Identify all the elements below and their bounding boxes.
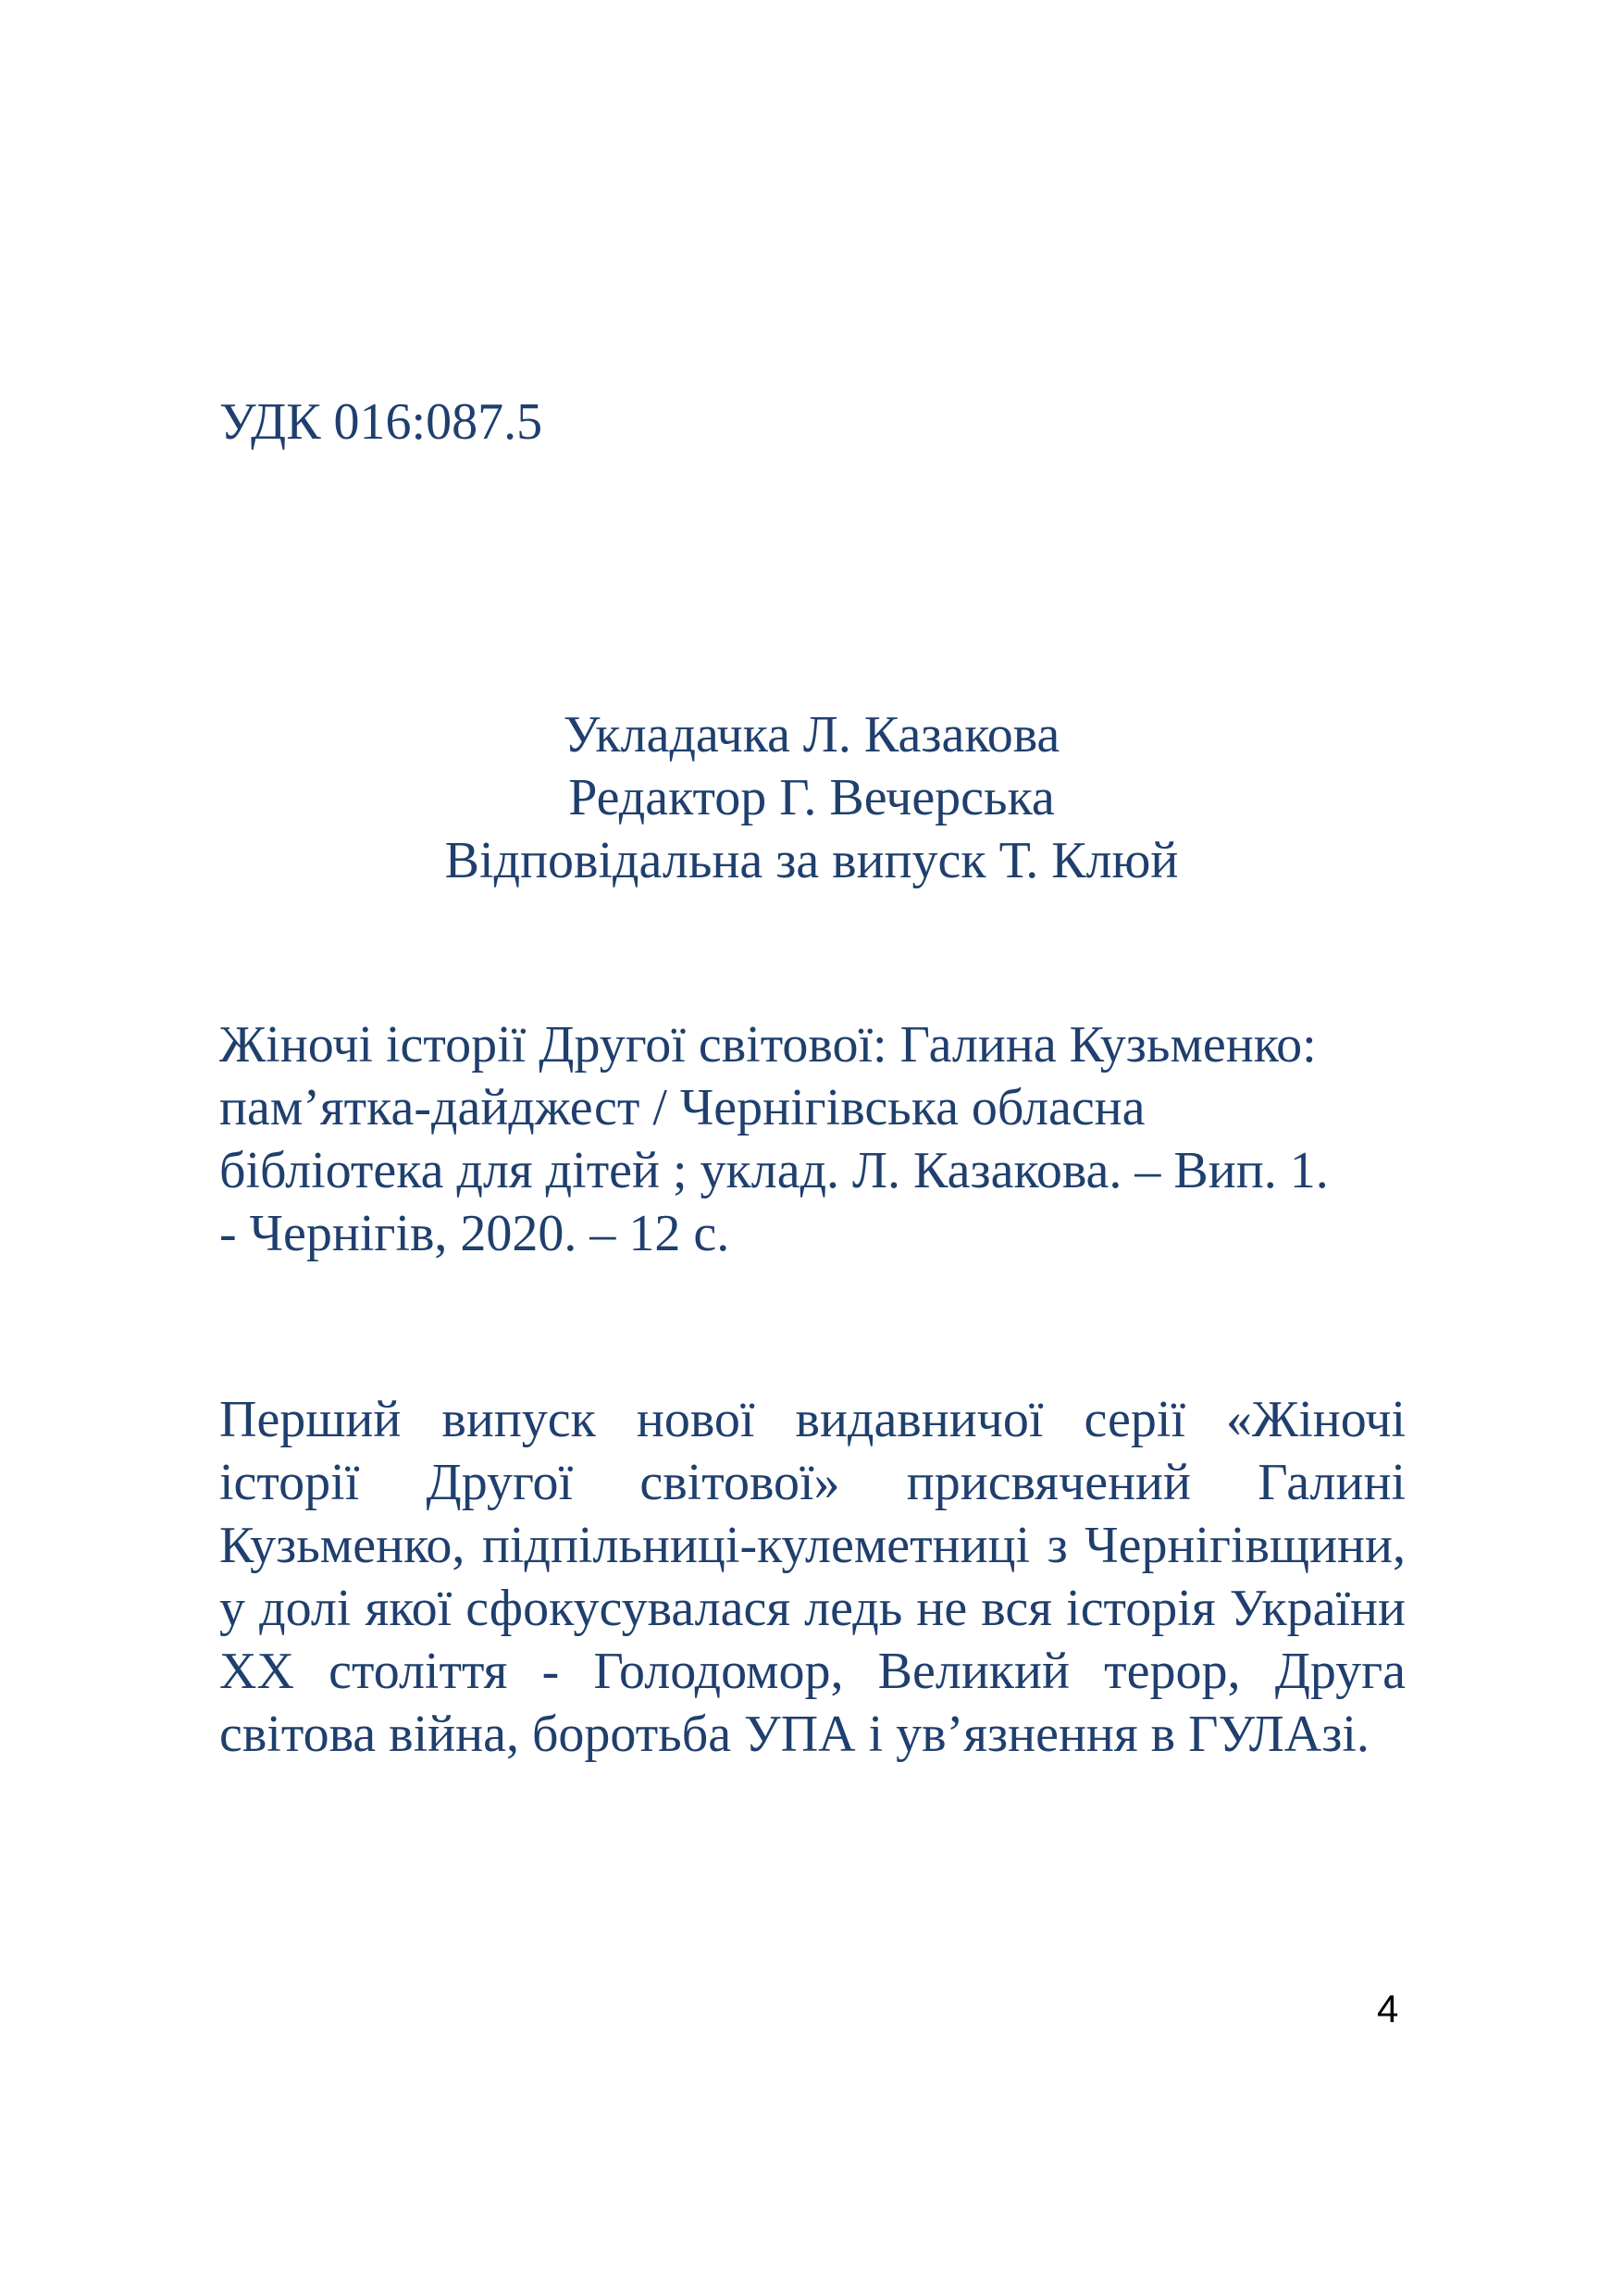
bibliographic-line-2: пам’ятка-дайджест / Чернігівська обласна <box>219 1079 1146 1136</box>
udk-code: УДК 016:087.5 <box>219 393 543 451</box>
bibliographic-line-3: бібліотека для дітей ; уклад. Л. Казакова. – Вип. 1. <box>219 1142 1329 1199</box>
bibliographic-entry <box>219 1013 1413 1265</box>
responsible-credit: Відповідальна за випуск Т. Клюй <box>444 832 1179 889</box>
editor-credit: Редактор Г. Вечерська <box>568 769 1055 826</box>
bibliographic-line-4: - Чернігів, 2020. – 12 с. <box>219 1205 730 1262</box>
description-paragraph: Перший випуск нової видавничої серії «Жіночі історії Другої світової» присвячений Галині Кузьменко, підпільниці-кулеметниці з Чернігівщини, у долі якої сфокусувалася ледь не вся історія України ХХ століття - Голодомор, Великий терор, Друга світова війна, боротьба УПА і ув’язнення в ГУЛАзі. <box>219 1391 1406 1763</box>
page-number: 4 <box>1377 1987 1399 2030</box>
credits-block <box>219 703 1404 892</box>
bibliographic-line-1: Жіночі історії Другої світової: Галина Кузьменко: <box>219 1016 1317 1074</box>
compiler-credit: Укладачка Л. Казакова <box>563 706 1060 763</box>
